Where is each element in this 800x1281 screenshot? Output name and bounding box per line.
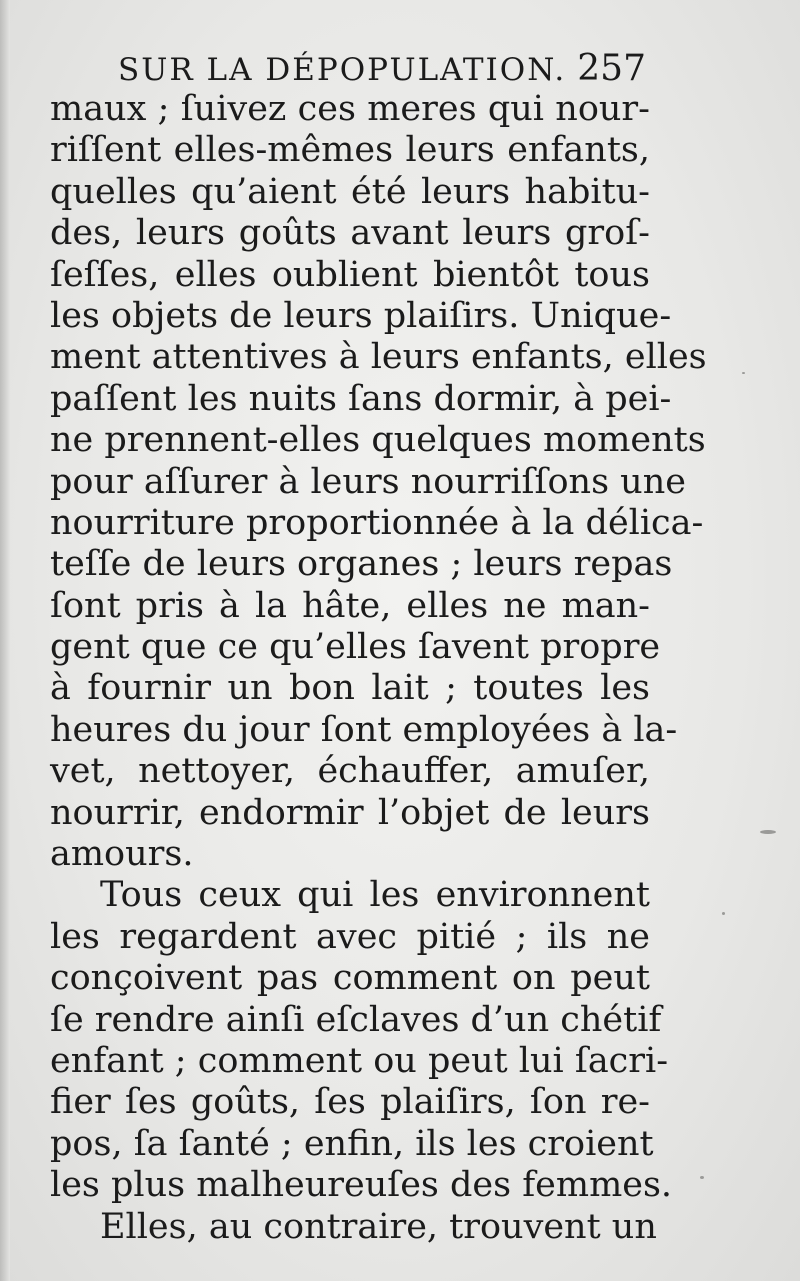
text-line: ment attentives à leurs enfants, elles	[50, 337, 707, 378]
text-line: nourriture proportionnée à la délica-	[50, 502, 704, 543]
paragraph-start-line: Tous ceux qui les environnent	[100, 875, 650, 916]
running-head: SUR LA DÉPOPULATION.	[118, 52, 567, 88]
paper-speck	[742, 372, 745, 374]
text-line: riſſent elles-mêmes leurs enfants,	[50, 130, 650, 171]
text-line: pour aſſurer à leurs nourriſſons une	[50, 461, 686, 502]
paper-speck	[722, 912, 725, 915]
text-line: enfant ; comment ou peut lui ſacri-	[50, 1040, 669, 1081]
text-line: ſeſſes, elles oublient bientôt tous	[50, 254, 650, 295]
text-line: teſſe de leurs organes ; leurs repas	[50, 544, 673, 585]
text-line: pos, ſa ſanté ; enfin, ils les croient	[50, 1123, 654, 1164]
paper-speck	[760, 830, 776, 834]
text-line: gent que ce qu’elles ſavent propre	[50, 627, 661, 668]
text-line: heures du jour ſont employées à la-	[50, 709, 678, 750]
text-line: fier ſes goûts, ſes plaiſirs, ſon re-	[50, 1082, 650, 1123]
paragraph-end-line: amours.	[50, 834, 194, 875]
text-line: les regardent avec pitié ; ils ne	[50, 916, 650, 957]
text-line: ſe rendre ainſi eſclaves d’un chétif	[50, 999, 662, 1040]
text-line: des, leurs goûts avant leurs groſ-	[50, 213, 650, 254]
text-line: quelles qu’aient été leurs habitu-	[50, 171, 650, 212]
text-line: paſſent les nuits ſans dormir, à pei-	[50, 378, 672, 419]
paragraph-start-line: Elles, au contraire, trouvent un	[100, 1206, 657, 1247]
body-text	[50, 89, 707, 1248]
page-header	[118, 48, 646, 92]
text-line: conçoivent pas comment on peut	[50, 958, 650, 999]
text-line: ſont pris à la hâte, elles ne man-	[50, 585, 650, 626]
text-line: nourrir, endormir l’objet de leurs	[50, 792, 650, 833]
paper-speck	[700, 1176, 704, 1179]
text-line: les objets de leurs plaiſirs. Unique-	[50, 295, 672, 336]
page-number: 257	[577, 48, 646, 89]
text-line: à fournir un bon lait ; toutes les	[50, 668, 650, 709]
paragraph-end-line: les plus malheureuſes des femmes.	[50, 1165, 673, 1206]
text-line: ne prennent-elles quelques moments	[50, 420, 706, 461]
text-line: maux ; ſuivez ces meres qui nour-	[50, 89, 650, 129]
page-gutter-shadow	[0, 0, 10, 1281]
text-line: vet, nettoyer, échauffer, amuſer,	[50, 751, 650, 792]
